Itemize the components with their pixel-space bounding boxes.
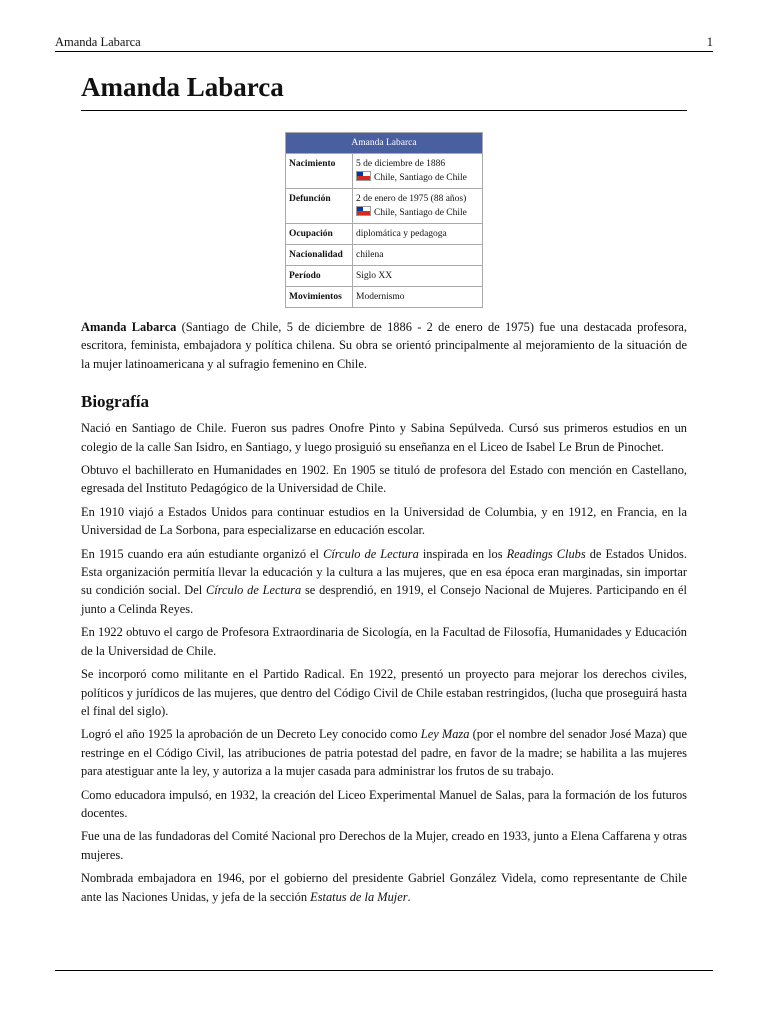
footer-rule — [55, 970, 713, 971]
text-run: En 1915 cuando era aún estudiante organizó el — [81, 546, 324, 561]
infobox-value: diplomática y pedagoga — [353, 224, 483, 245]
infobox-label: Ocupación — [286, 224, 353, 245]
infobox-row-birth — [286, 154, 483, 189]
infobox-label: Defunción — [286, 189, 353, 224]
paragraph: Fue una de las fundadoras del Comité Nacional pro Derechos de la Mujer, creado en 1933, junto a Elena Caffarena y otras mujeres. — [81, 829, 687, 862]
text-run: . — [407, 889, 411, 904]
infobox-row-occupation — [286, 224, 483, 245]
paragraph: Se incorporó como militante en el Partido Radical. En 1922, presentó un proyecto para mejorar los derechos civiles, políticos y jurídicos de las mujeres, que dentro del Código Civil de Chile estaban restringidos, (lucha que proseguirá hasta el final del siglo). — [81, 667, 687, 718]
birth-date: 5 de diciembre de 1886 — [356, 159, 446, 169]
paragraph — [81, 869, 687, 906]
paragraph: Como educadora impulsó, en 1932, la creación del Liceo Experimental Manuel de Salas, para la formación de los futuros docentes. — [81, 787, 687, 820]
text-run: Logró el año 1925 la aprobación de un Decreto Ley conocido como — [81, 727, 421, 742]
article-content — [81, 318, 687, 911]
paragraph: En 1922 obtuvo el cargo de Profesora Extraordinaria de Sicología, en la Facultad de Filosofía, Humanidades y Educación de la Universidad de Chile. — [81, 625, 687, 658]
running-header — [55, 35, 713, 52]
italic-run: Ley Maza — [420, 727, 470, 742]
infobox-value: Modernismo — [353, 287, 483, 308]
infobox-row-period — [286, 266, 483, 287]
running-title: Amanda Labarca — [55, 35, 141, 49]
intro-subject: Amanda Labarca — [81, 320, 177, 334]
section-heading-biografia: Biografía — [81, 392, 149, 412]
text-run: (por el nombre del senador José Maza) que restringe en el Código Civil, las atribuciones de patria potestad del padre, en favor de la madre; se habilita a las mujeres para atestiguar ante la ley, y autoriza a la mujer casada para administrar los frutos de su trabajo. — [81, 727, 687, 779]
intro-paragraph — [81, 318, 687, 373]
birth-place-text: Chile, Santiago de Chile — [374, 173, 467, 183]
chile-flag-icon — [356, 206, 371, 216]
death-place-text: Chile, Santiago de Chile — [374, 208, 467, 218]
infobox-label: Nacimiento — [286, 154, 353, 189]
italic-run: Círculo de Lectura — [323, 546, 419, 561]
text-run: de Estados Unidos. Esta organización permitía llevar la educación y la cultura a las mujeres, que en esa época eran marginadas, sin importar su condición social. Del — [81, 546, 687, 598]
paragraph — [81, 725, 687, 780]
intro-text: (Santiago de Chile, 5 de diciembre de 1886 - 2 de enero de 1975) fue una destacada profesora, escritora, feminista, embajadora y política chilena. Su obra se orientó principalmente al mejoramiento de la situación de la mujer latinoamericana y al sufragio femenino en Chile. — [81, 320, 687, 371]
paragraph: Obtuvo el bachillerato en Humanidades en 1902. En 1905 se tituló de profesora del Estado con mención en Castellano, egresada del Instituto Pedagógico de la Universidad de Chile. — [81, 463, 687, 496]
italic-run: Estatus de la Mujer — [310, 889, 408, 904]
page-title: Amanda Labarca — [81, 70, 687, 111]
infobox-label: Período — [286, 266, 353, 287]
infobox-value: Siglo XX — [353, 266, 483, 287]
birth-place — [356, 171, 479, 185]
infobox-row-death — [286, 189, 483, 224]
infobox-label: Nacionalidad — [286, 245, 353, 266]
death-date: 2 de enero de 1975 (88 años) — [356, 194, 467, 204]
chile-flag-icon — [356, 171, 371, 181]
death-place — [356, 206, 479, 220]
paragraph: En 1910 viajó a Estados Unidos para continuar estudios en la Universidad de Columbia, y en 1912, en Francia, en la Universidad de La Sorbona, para especializarse en educación escolar. — [81, 504, 687, 538]
infobox-value — [353, 154, 483, 189]
paragraph — [81, 545, 687, 619]
text-run: Nombrada embajadora en 1946, por el gobierno del presidente Gabriel González Videla, como representante de Chile ante las Naciones Unidas, y jefa de la sección — [81, 871, 687, 904]
italic-run: Readings Clubs — [506, 546, 586, 561]
infobox-label: Movimientos — [286, 287, 353, 308]
infobox — [285, 132, 483, 308]
text-run: inspirada en los — [418, 546, 507, 561]
italic-run: Círculo de Lectura — [205, 583, 302, 598]
infobox-value — [353, 189, 483, 224]
infobox-title: Amanda Labarca — [286, 133, 483, 154]
page-number: 1 — [706, 35, 713, 49]
infobox-row-movements — [286, 287, 483, 308]
paragraph: Nació en Santiago de Chile. Fueron sus padres Onofre Pinto y Sabina Sepúlveda. Cursó sus primeros estudios en un colegio de la calle San Isidro, en Santiago, y luego prosiguió su enseñanza en el Liceo de Isabel Le Brun de Pinochet. — [81, 421, 687, 454]
text-run: se desprendió, en 1919, el Consejo Nacional de Mujeres. Participando en él junto a Celinda Reyes. — [81, 583, 687, 616]
infobox-value: chilena — [353, 245, 483, 266]
infobox-row-nationality — [286, 245, 483, 266]
